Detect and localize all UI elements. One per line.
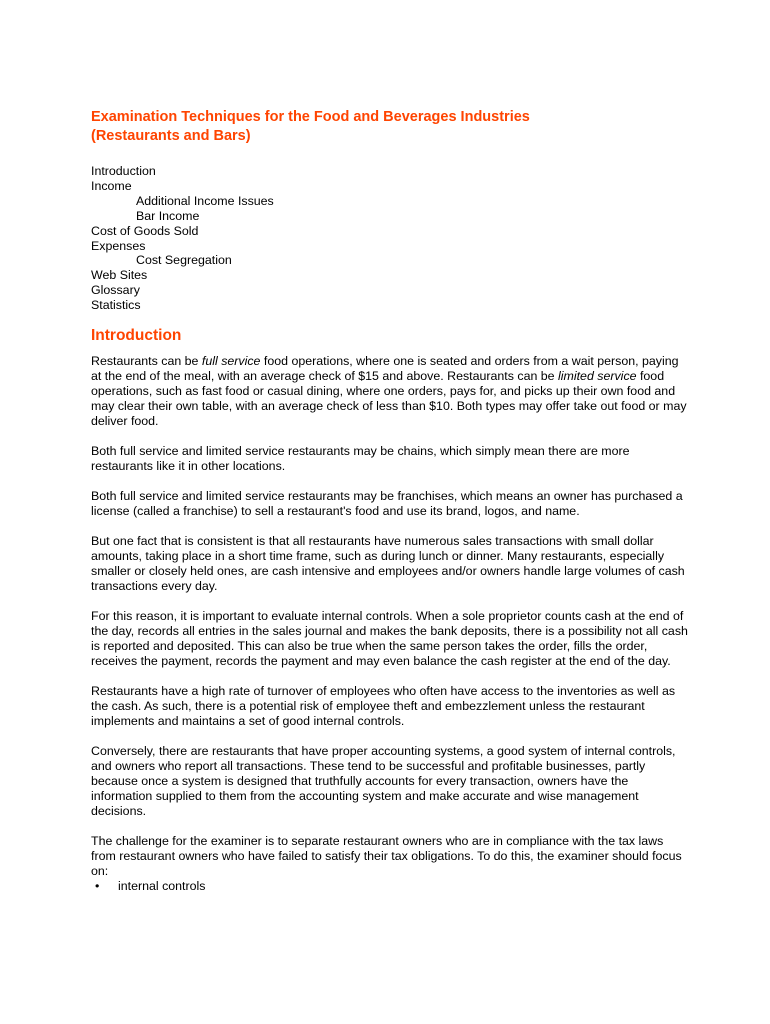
toc-item-glossary[interactable]: Glossary — [91, 283, 140, 298]
focus-list — [91, 879, 691, 894]
bullet-icon: • — [95, 879, 100, 894]
toc-item-income[interactable]: Income — [91, 178, 132, 193]
toc-item-statistics[interactable]: Statistics — [91, 298, 141, 313]
emphasis-limited-service: limited service — [558, 369, 637, 384]
toc-item-additional-income-issues[interactable]: Additional Income Issues — [136, 193, 274, 208]
toc-item-cost-segregation[interactable]: Cost Segregation — [136, 253, 232, 268]
paragraph-text: Restaurants can be — [91, 354, 202, 369]
paragraph-accounting-systems: Conversely, there are restaurants that have proper accounting systems, a good system of internal controls, and owners who report all transactions. These tend to be successful and profitable businesses, partly because once a system is designed that truthfully accounts for every transaction, owners have the information supplied to them from the accounting system and make accurate and wise management decisions. — [91, 744, 676, 819]
paragraph-text: food operations, where one is seated and orders from a wait person, paying at the end of the meal, with an average check of $15 and above. Restaurants can be — [91, 354, 679, 384]
paragraph-text: food operations, such as fast food or casual dining, where one orders, pays for, and picks up their own food and may clear their own table, with an average check of less than $10. Both types may offer take out food or may deliver food. — [91, 369, 687, 429]
toc-item-expenses[interactable]: Expenses — [91, 238, 146, 253]
toc-item-web-sites[interactable]: Web Sites — [91, 268, 148, 283]
table-of-contents — [91, 164, 691, 313]
paragraph-franchises: Both full service and limited service restaurants may be franchises, which means an owner has purchased a license (called a franchise) to sell a restaurant's food and use its brand, logos, and name. — [91, 489, 683, 519]
document-page — [91, 108, 691, 894]
introduction-heading: Introduction — [91, 327, 182, 345]
paragraph-internal-controls: For this reason, it is important to evaluate internal controls. When a sole proprietor counts cash at the end of the day, records all entries in the sales journal and makes the bank deposits, there is a possibility not all cash is reported and deposited. This can also be true when the same person takes the order, fills the order, receives the payment, records the payment and may even balance the cash register at the end of the day. — [91, 609, 688, 669]
paragraph-examiner-challenge: The challenge for the examiner is to separate restaurant owners who are in compliance with the tax laws from restaurant owners who have failed to satisfy their tax obligations. To do this, the examiner should focus on: — [91, 834, 682, 879]
toc-item-bar-income[interactable]: Bar Income — [136, 208, 200, 223]
document-title-line-2: (Restaurants and Bars) — [91, 128, 251, 144]
paragraph-employee-turnover: Restaurants have a high rate of turnover of employees who often have access to the inventories as well as the cash. As such, there is a potential risk of employee theft and embezzlement unless the restaurant implements and maintains a set of good internal controls. — [91, 684, 676, 729]
list-item — [91, 879, 691, 894]
document-title-line-1: Examination Techniques for the Food and Beverages Industries — [91, 109, 530, 125]
toc-item-cost-of-goods-sold[interactable]: Cost of Goods Sold — [91, 223, 199, 238]
toc-item-introduction[interactable]: Introduction — [91, 164, 156, 178]
document-title — [91, 108, 691, 146]
emphasis-full-service: full service — [201, 354, 261, 369]
paragraph-service-types — [91, 354, 691, 429]
paragraph-cash-transactions: But one fact that is consistent is that all restaurants have numerous sales transactions with small dollar amounts, taking place in a short time frame, such as during lunch or dinner. Many restaurants, especially smaller or closely held ones, are cash intensive and employees and/or owners handle large volumes of cash transactions every day. — [91, 534, 685, 594]
list-item-label: internal controls — [118, 879, 206, 894]
paragraph-chains: Both full service and limited service restaurants may be chains, which simply mean there are more restaurants like it in other locations. — [91, 444, 630, 474]
